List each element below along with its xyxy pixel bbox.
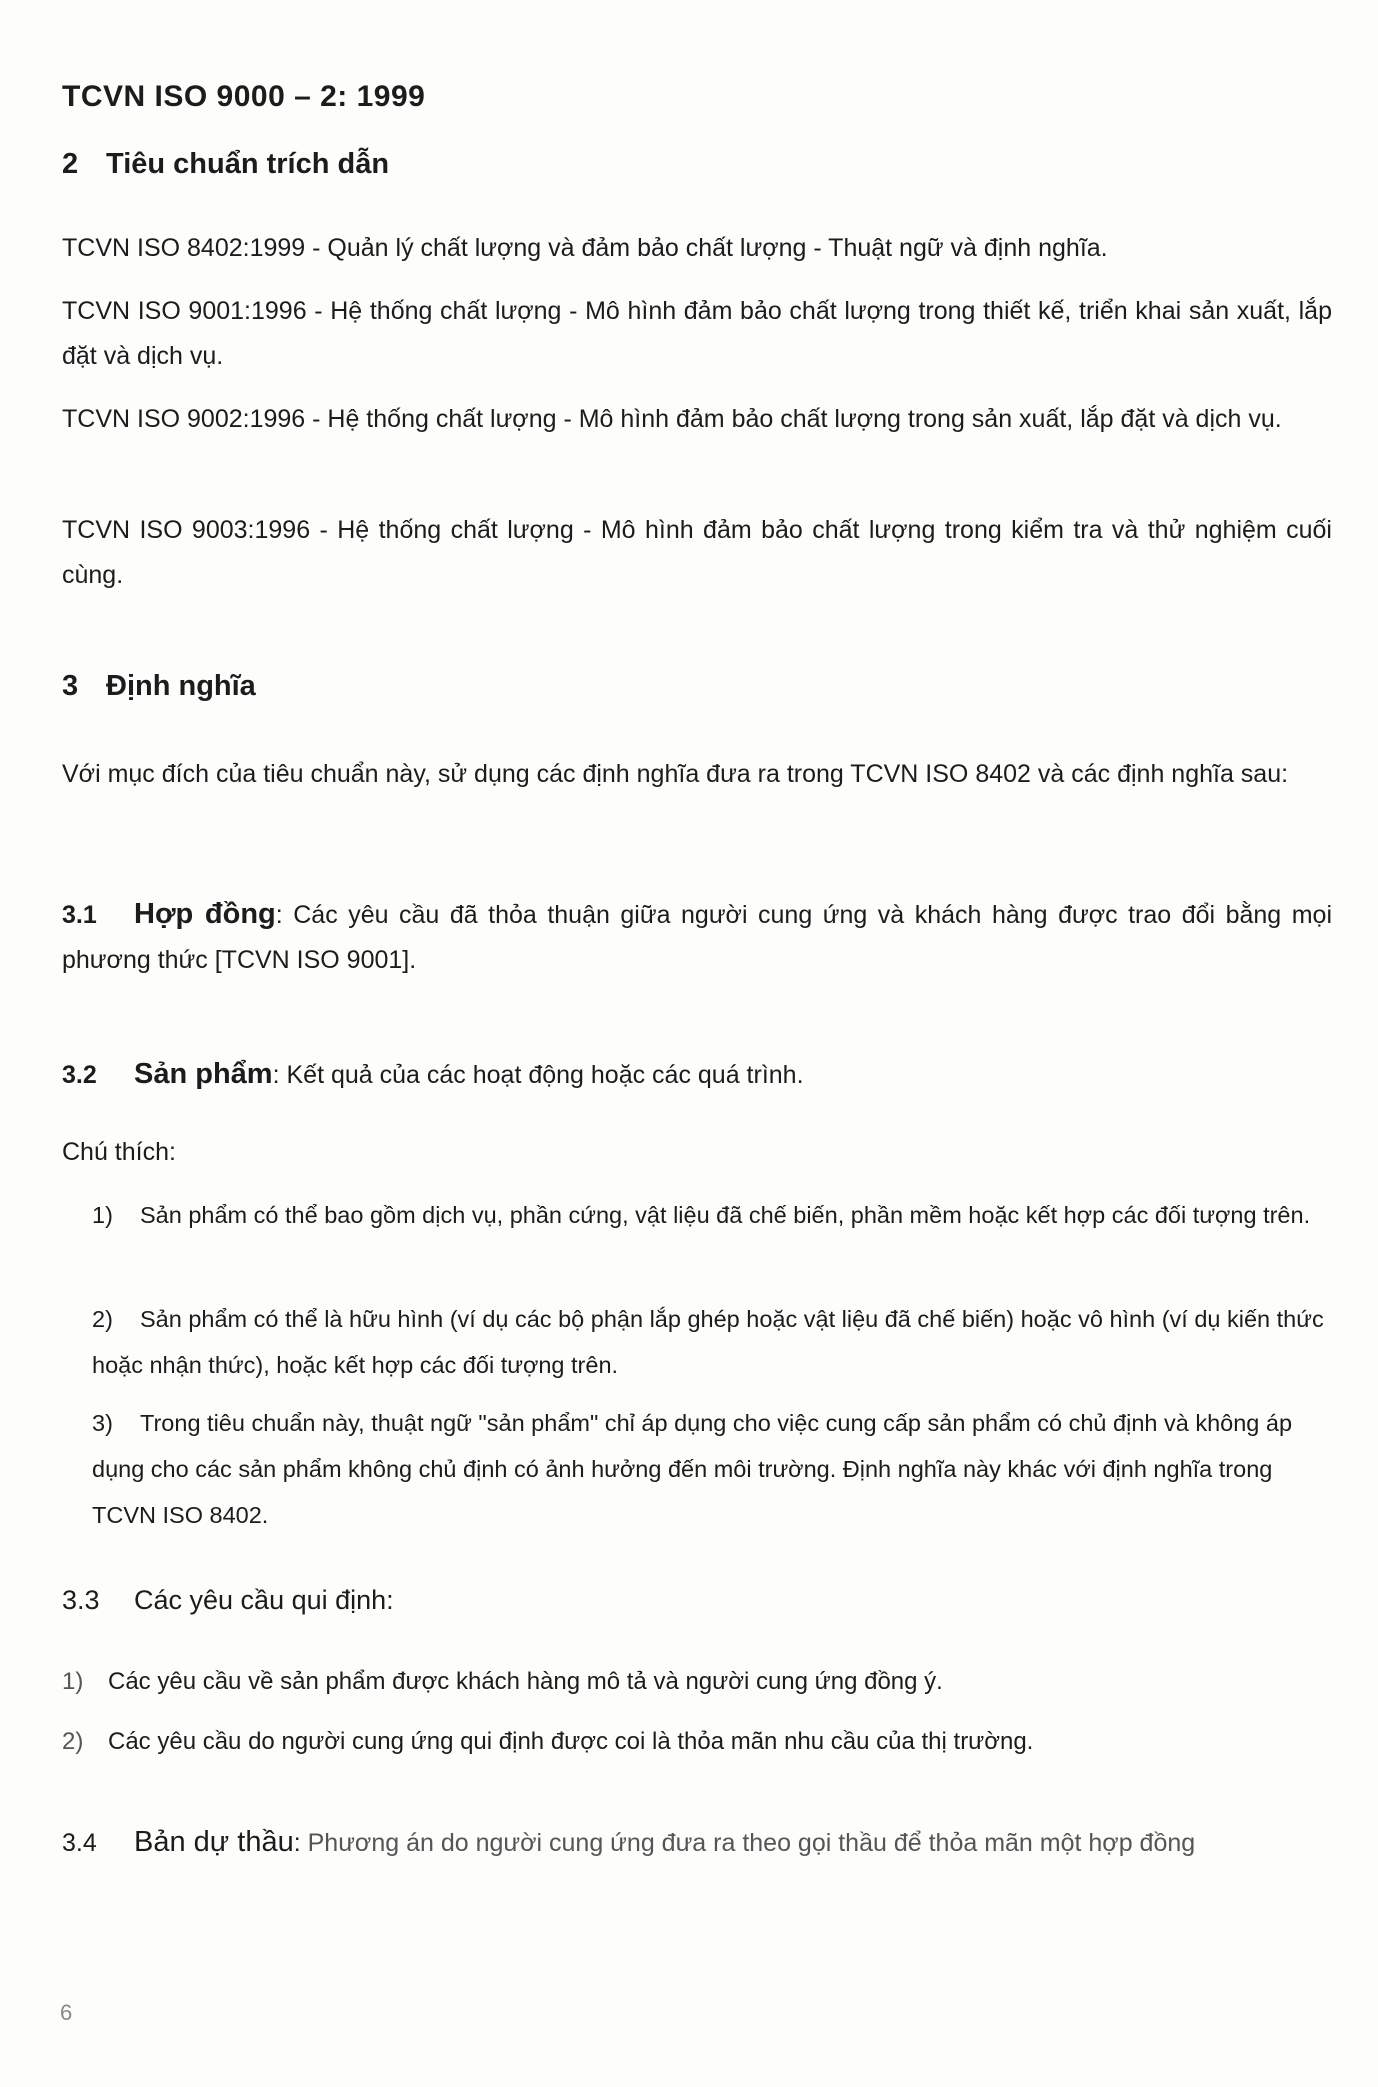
note-item [92, 1400, 1332, 1538]
document-id: TCVN ISO 9000 – 2: 1999 [62, 80, 426, 113]
definition-title: Các yêu cầu qui định: [134, 1585, 394, 1615]
list-number: 1) [62, 1668, 84, 1695]
note-item [92, 1296, 1332, 1388]
section-2-heading [62, 148, 389, 181]
section-title: Định nghĩa [106, 670, 256, 702]
note-number: 2) [92, 1306, 113, 1332]
list-item [62, 1668, 943, 1696]
definition-text: Kết quả của các hoạt động hoặc các quá trình. [286, 1061, 804, 1089]
note-text: Sản phẩm có thể là hữu hình (ví dụ các bộ phận lắp ghép hoặc vật liệu đã chế biến) hoặc vô hình (ví dụ kiến thức hoặc nhận thức), hoặc kết hợp các đối tượng trên. [92, 1306, 1324, 1378]
definition-3-3-heading [62, 1585, 394, 1616]
definition-number: 3.3 [62, 1585, 100, 1615]
note-text: Sản phẩm có thể bao gồm dịch vụ, phần cứng, vật liệu đã chế biến, phần mềm hoặc kết hợp các đối tượng trên. [140, 1202, 1311, 1228]
section-title: Tiêu chuẩn trích dẫn [106, 148, 390, 180]
section-number: 3 [62, 670, 79, 702]
note-number: 3) [92, 1410, 113, 1436]
list-item [62, 1728, 1033, 1756]
note-item [92, 1192, 1332, 1238]
section-number: 2 [62, 148, 79, 180]
list-number: 2) [62, 1728, 84, 1755]
definition-number: 3.1 [62, 901, 97, 929]
list-text: Các yêu cầu do người cung ứng qui định được coi là thỏa mãn nhu cầu của thị trường. [108, 1728, 1034, 1755]
note-text: Trong tiêu chuẩn này, thuật ngữ "sản phẩm" chỉ áp dụng cho việc cung cấp sản phẩm có chủ định và không áp dụng cho các sản phẩm không chủ định có ảnh hưởng đến môi trường. Định nghĩa này khác với định nghĩa trong TCVN ISO 8402. [92, 1410, 1293, 1528]
note-number: 1) [92, 1202, 113, 1228]
page-number: 6 [60, 2000, 73, 2025]
definition-3-1: 3.1 Hợp đồng: Các yêu cầu đã thỏa thuận giữa người cung ứng và khách hàng được trao đổi bằng mọi phương thức [TCVN ISO 9001]. [62, 892, 1332, 983]
section-intro: Với mục đích của tiêu chuẩn này, sử dụng các định nghĩa đưa ra trong TCVN ISO 8402 và các định nghĩa sau: [62, 760, 1289, 788]
reference-item: TCVN ISO 9002:1996 - Hệ thống chất lượng - Mô hình đảm bảo chất lượng trong sản xuất, lắp đặt và dịch vụ. [62, 405, 1282, 433]
definition-term: Bản dự thầu [134, 1826, 294, 1858]
definition-3-2: 3.2 Sản phẩm: Kết quả của các hoạt động hoặc các quá trình. [62, 1052, 1332, 1098]
note-label: Chú thích: [62, 1138, 176, 1166]
definition-number: 3.4 [62, 1829, 97, 1857]
definition-term: Sản phẩm [134, 1058, 273, 1090]
reference-item: TCVN ISO 9001:1996 - Hệ thống chất lượng - Mô hình đảm bảo chất lượng trong thiết kế, triển khai sản xuất, lắp đặt và dịch vụ. [62, 297, 1332, 370]
definition-3-4: 3.4 Bản dự thầu: Phương án do người cung ứng đưa ra theo gọi thầu để thỏa mãn một hợp đồng [62, 1820, 1332, 1866]
reference-item: TCVN ISO 8402:1999 - Quản lý chất lượng và đảm bảo chất lượng - Thuật ngữ và định nghĩa. [62, 234, 1108, 262]
list-text: Các yêu cầu về sản phẩm được khách hàng mô tả và người cung ứng đồng ý. [108, 1668, 943, 1695]
section-3-heading [62, 670, 256, 703]
reference-item: TCVN ISO 9003:1996 - Hệ thống chất lượng - Mô hình đảm bảo chất lượng trong kiểm tra và thử nghiệm cuối cùng. [62, 516, 1332, 589]
definition-text: Phương án do người cung ứng đưa ra theo gọi thầu để thỏa mãn một hợp đồng [307, 1829, 1196, 1857]
definition-number: 3.2 [62, 1061, 97, 1089]
definition-text: Các yêu cầu đã thỏa thuận giữa người cung ứng và khách hàng được trao đổi bằng mọi phương thức [TCVN ISO 9001]. [62, 901, 1332, 974]
definition-term: Hợp đồng [134, 898, 276, 930]
